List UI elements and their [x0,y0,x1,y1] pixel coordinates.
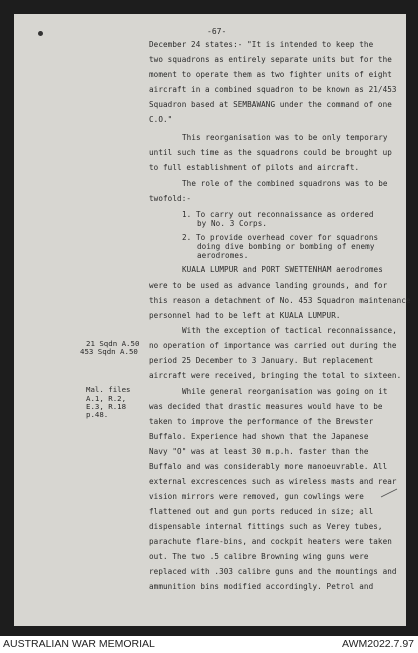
text-line: This reorganisation was to be only temporary [182,133,388,142]
text-line: Squadron based at SEMBAWANG under the command of one [149,100,392,109]
text-line: replaced with .303 calibre guns and the mountings and [149,567,397,576]
text-line: KUALA LUMPUR and PORT SWETTENHAM aerodromes [182,265,383,274]
pencil-tick-mark [380,488,398,498]
text-line: parachute flare-bins, and cockpit heaters were taken [149,537,392,546]
text-line: ammunition bins modified accordingly. Petrol and [149,582,374,591]
list-item-2-cont: doing dive bombing or bombing of enemy [197,242,375,251]
list-item-2-cont: aerodromes. [197,251,249,260]
text-line: dispensable internal fittings such as Verey tubes, [149,522,383,531]
text-line: this reason a detachment of No. 453 Squadron maintenance [149,296,411,305]
list-item-1-cont: by No. 3 Corps. [197,219,268,228]
text-line: taken to improve the performance of the Brewster [149,417,374,426]
punch-hole [38,31,43,36]
text-line: flattened out and gun ports reduced in size; all [149,507,374,516]
text-line: no operation of importance was carried out during the [149,341,397,350]
text-line: until such time as the squadrons could be brought up [149,148,392,157]
page-number: -67- [207,27,227,36]
text-line: With the exception of tactical reconnaissance, [182,326,397,335]
text-line: Navy "O" was at least 30 m.p.h. faster than the [149,447,369,456]
margin-note: 453 Sqdn A.50 [80,347,138,356]
text-line: out. The two .5 calibre Browning wing guns were [149,552,369,561]
margin-note: A.1, R.2, [86,394,127,403]
text-line: personnel had to be left at KUALA LUMPUR. [149,311,341,320]
margin-note: p.48. [86,410,109,419]
text-line: to full establishment of pilots and aircraft. [149,163,360,172]
text-line: two squadrons as entirely separate units but for the [149,55,392,64]
text-line: Buffalo and was considerably more manoeuvrable. All [149,462,388,471]
text-line: was decided that drastic measures would have to be [149,402,383,411]
margin-note: Mal. files [86,385,131,394]
text-line: vision mirrors were removed, gun cowlings were [149,492,364,501]
list-item-1: 1. To carry out reconnaissance as ordered [182,210,374,219]
text-line: December 24 states:- "It is intended to keep the [149,40,374,49]
footer-bar [0,636,418,653]
footer-reference: AWM2022.7.97 [342,638,414,650]
text-line: moment to operate them as two fighter units of eight [149,70,392,79]
text-line: aircraft in a combined squadron to be known as 21/453 [149,85,397,94]
text-line: The role of the combined squadrons was to be [182,179,388,188]
list-item-2: 2. To provide overhead cover for squadrons [182,233,379,242]
margin-note: E.3, R.18 [86,402,127,411]
text-line: C.O." [149,115,173,124]
text-line: external excrescences such as wireless masts and rear [149,477,397,486]
text-line: Buffalo. Experience had shown that the Japanese [149,432,369,441]
text-line: were to be used as advance landing grounds, and for [149,281,388,290]
text-line: period 25 December to 3 January. But replacement [149,356,374,365]
text-line: twofold:- [149,194,192,203]
text-line: aircraft were received, bringing the total to sixteen. [149,371,402,380]
text-line: While general reorganisation was going on it [182,387,388,396]
margin-note: 21 Sqdn A.50 [86,339,140,348]
footer-institution: AUSTRALIAN WAR MEMORIAL [3,638,155,650]
